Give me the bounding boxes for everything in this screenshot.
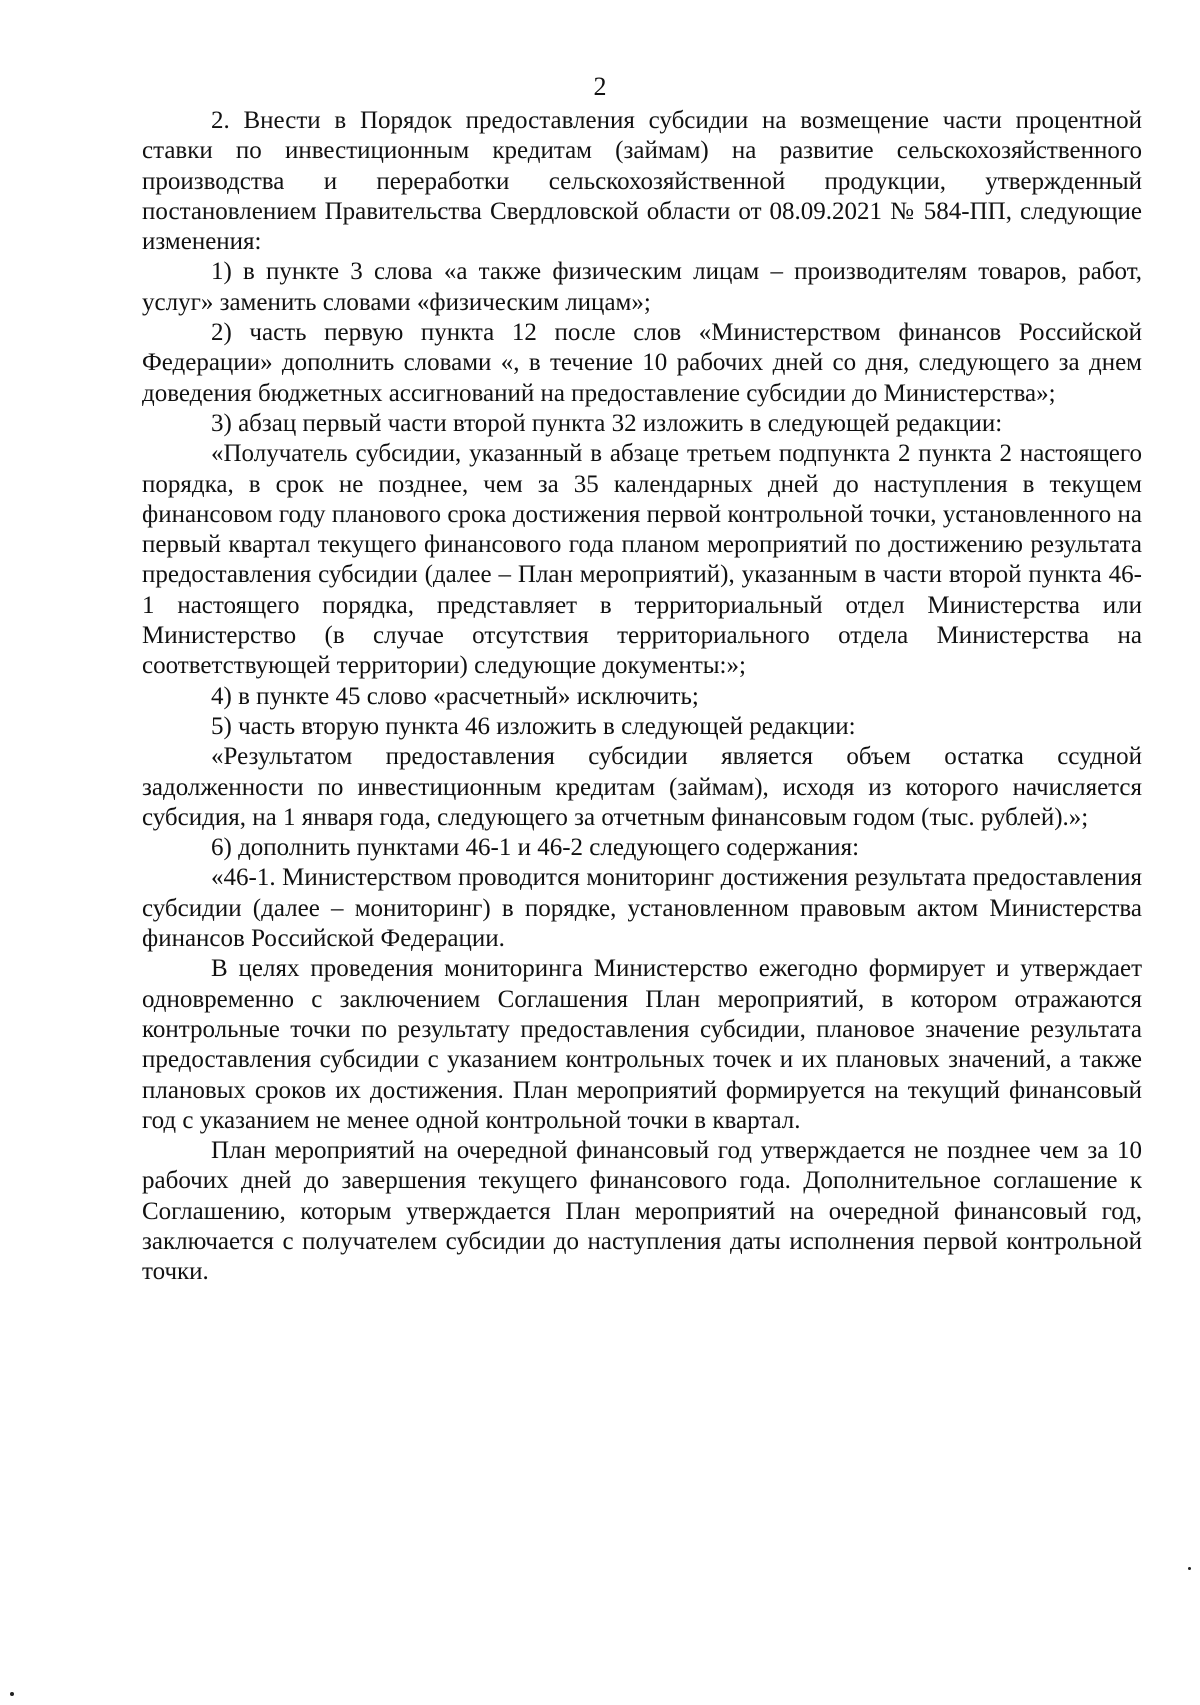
paragraph-item-5: 5) часть вторую пункта 46 изложить в следующей редакции: bbox=[211, 712, 856, 740]
paragraph-item-4: 4) в пункте 45 слово «расчетный» исключить; bbox=[211, 682, 699, 710]
paragraph-item-2: 2) часть первую пункта 12 после слов «Министерством финансов Российской Федерации» дополнить словами «, в течение 10 рабочих дней со дня, следующего за днем доведения бюджетных ассигнований на предоставление субсидии до Министерства»; bbox=[142, 319, 1142, 407]
paragraph-intro: 2. Внести в Порядок предоставления субсидии на возмещение части процентной ставки по инвестиционным кредитам (займам) на развитие сельскохозяйственного производства и переработки сельскохозяйственной продукции, утвержденный постановлением Правительства Свердловской области от 08.09.2021 № 584-ПП, следующие изменения: bbox=[142, 107, 1142, 256]
scan-speck-icon bbox=[1188, 1567, 1191, 1570]
paragraph-item-3-quote: «Получатель субсидии, указанный в абзаце третьем подпункта 2 пункта 2 настоящего порядка, в срок не позднее, чем за 35 календарных дней до наступления в текущем финансовом году планового срока достижения первой контрольной точки, установленного на первый квартал текущего финансового года планом мероприятий по достижению результата предоставления субсидии (далее – План мероприятий), указанным в части второй пункта 46-1 настоящего порядка, представляет в территориальный отдел Министерства или Министерство (в случае отсутствия территориального отдела Министерства на соответствующей территории) следующие документы:»; bbox=[142, 440, 1142, 680]
page-number: 2 bbox=[593, 72, 607, 101]
paragraph-item-6: 6) дополнить пунктами 46-1 и 46-2 следующего содержания: bbox=[211, 834, 860, 862]
paragraph-plan: План мероприятий на очередной финансовый год утверждается не позднее чем за 10 рабочих дней до завершения текущего финансового года. Дополнительное соглашение к Соглашению, которым утверждается План мероприятий на очередной финансовый год, заключается с получателем субсидии до наступления даты исполнения первой контрольной точки. bbox=[142, 1137, 1142, 1286]
paragraph-item-5-quote: «Результатом предоставления субсидии является объем остатка ссудной задолженности по инвестиционным кредитам (займам), исходя из которого начисляется субсидия, на 1 января года, следующего за отчетным финансовым годом (тыс. рублей).»; bbox=[142, 743, 1142, 831]
paragraph-item-3: 3) абзац первый части второй пункта 32 изложить в следующей редакции: bbox=[211, 409, 1003, 437]
paragraph-46-1: «46-1. Министерством проводится мониторинг достижения результата предоставления субсидии (далее – мониторинг) в порядке, установленном правовым актом Министерства финансов Российской Федерации. bbox=[142, 864, 1142, 953]
paragraph-monitoring: В целях проведения мониторинга Министерство ежегодно формирует и утверждает одновременно с заключением Соглашения План мероприятий, в котором отражаются контрольные точки по результату предоставления субсидии, плановое значение результата предоставления субсидии с указанием контрольных точек и их плановых значений, а также плановых сроков их достижения. План мероприятий формируется на текущий финансовый год с указанием не менее одной контрольной точки в квартал. bbox=[142, 955, 1142, 1134]
scan-speck-icon bbox=[10, 1692, 14, 1696]
paragraph-item-1: 1) в пункте 3 слова «а также физическим лицам – производителям товаров, работ, услуг» заменить словами «физическим лицам»; bbox=[142, 258, 1142, 316]
document-body bbox=[142, 106, 1142, 1288]
